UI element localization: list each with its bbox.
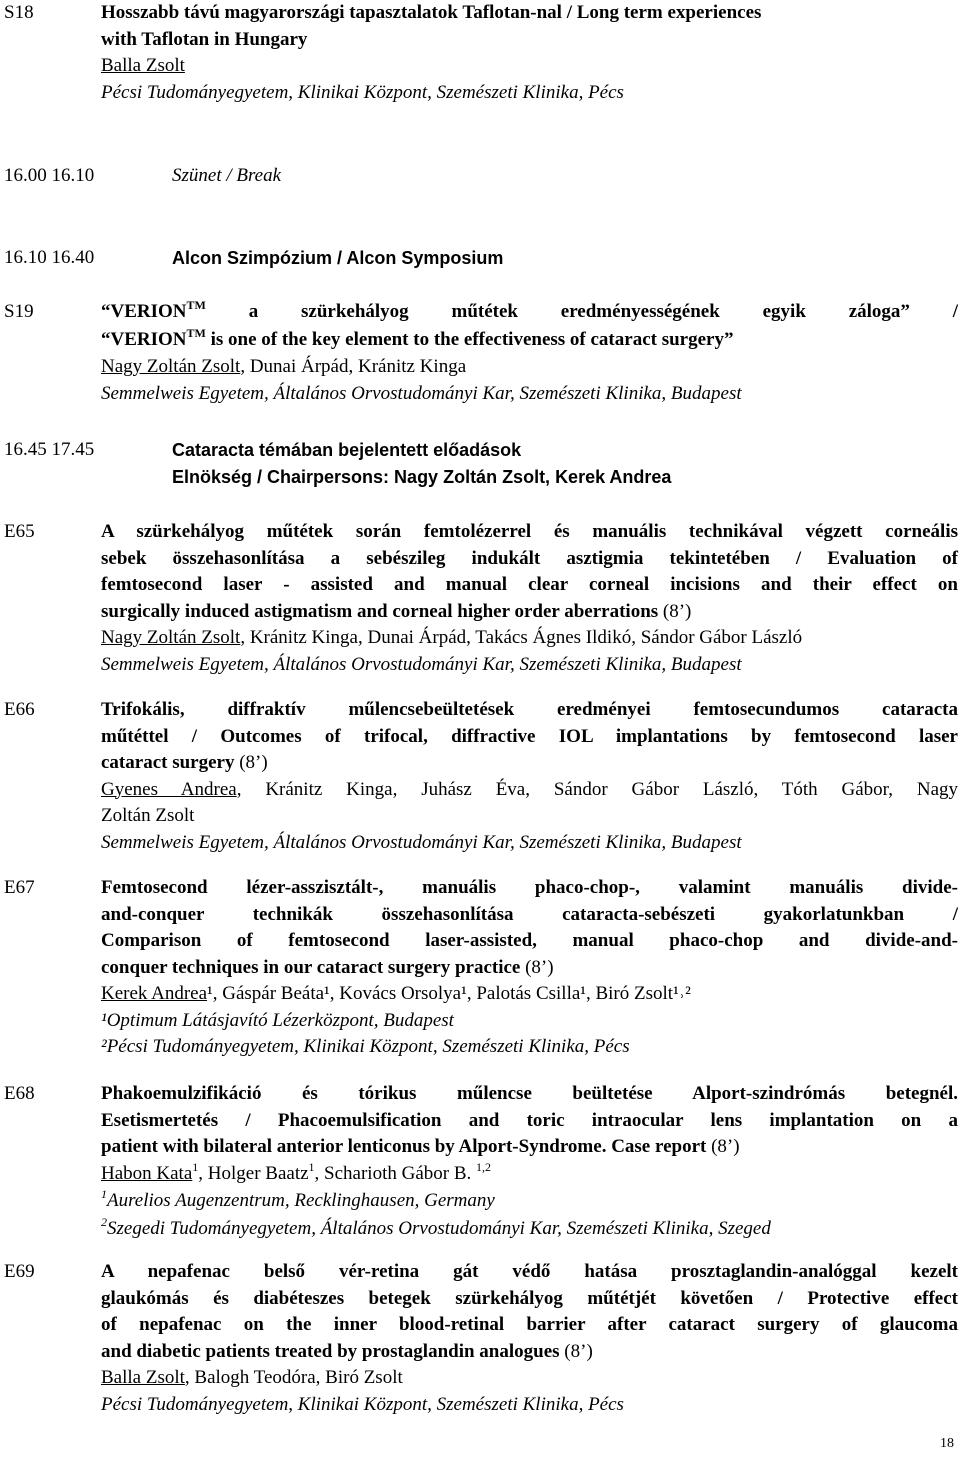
entry-code: E69	[4, 1261, 35, 1282]
presenting-author: Balla Zsolt	[101, 1367, 185, 1388]
duration: (8’)	[711, 1136, 740, 1157]
entry-title: patient with bilateral anterior lenticonus by Alport-Syndrome. Case report (8’)	[101, 1136, 740, 1157]
entry-title: and-conquer technikák összehasonlítása cataracta-sebészeti gyakorlatunkban /	[101, 903, 958, 925]
entry-title: A nepafenac belső vér-retina gát védő hatása prosztaglandin-analóggal kezelt	[101, 1261, 958, 1282]
entry-title: “VERION™ a szürkehályog műtétek eredményességének egyik záloga” /	[101, 298, 959, 322]
time-slot: 16.45 17.45	[4, 439, 95, 460]
entry-title: cataract surgery (8’)	[101, 752, 268, 773]
entry-body	[101, 875, 958, 1061]
entry-title: and diabetic patients treated by prostaglandin analogues (8’)	[101, 1340, 593, 1362]
presenting-author: Kerek Andrea	[101, 983, 208, 1004]
entry-body	[101, 519, 958, 678]
presenting-author: Gyenes Andrea	[101, 778, 237, 800]
entry-code: E66	[4, 699, 35, 720]
entry-title: femtosecond laser - assisted and manual clear corneal incisions and their effect on	[101, 574, 958, 595]
duration: (8’)	[662, 600, 692, 622]
time-slot: 16.10 16.40	[4, 247, 95, 268]
symposium-label: Alcon Szimpózium / Alcon Symposium	[172, 248, 504, 268]
author-list: Zoltán Zsolt	[101, 805, 195, 826]
entry-title: with Taflotan in Hungary	[101, 28, 308, 50]
duration: (8’)	[239, 752, 268, 773]
presenting-author: Nagy Zoltán Zsolt	[101, 627, 241, 648]
page-number: 18	[940, 1436, 954, 1451]
session-chairs: Elnökség / Chairpersons: Nagy Zoltán Zsolt, Kerek Andrea	[172, 467, 672, 487]
presenting-author: Habon Kata	[101, 1162, 193, 1184]
author-list: Balla Zsolt, Balogh Teodóra, Biró Zsolt	[101, 1367, 403, 1388]
entry-code: E67	[4, 877, 35, 898]
affiliation: ¹Optimum Látásjavító Lézerközpont, Budapest	[101, 1009, 454, 1031]
entry-title: conquer techniques in our cataract surgery practice (8’)	[101, 956, 554, 978]
entry-code: S18	[4, 2, 34, 23]
entry-title: sebek összehasonlítása a sebészileg indukált asztigmia tekintetében / Evaluation of	[101, 547, 958, 569]
entry-body	[101, 697, 958, 856]
entry-title: Femtosecond lézer-asszisztált-, manuális phaco-chop-, valamint manuális divide-	[101, 877, 958, 898]
entry-body	[101, 0, 958, 106]
entry-title: Trifokális, diffraktív műlencsebeültetések eredményei femtosecundumos cataracta	[101, 699, 958, 720]
presenting-author: Balla Zsolt	[101, 55, 185, 76]
entry-title: Esetismertetés / Phacoemulsification and toric intraocular lens implantation on a	[101, 1109, 958, 1131]
entry-title: of nepafenac on the inner blood-retinal barrier after cataract surgery of glaucoma	[101, 1314, 958, 1335]
affiliation: Semmelweis Egyetem, Általános Orvostudományi Kar, Szemészeti Klinika, Budapest	[101, 653, 742, 675]
entry-code: E65	[4, 521, 35, 542]
time-slot: 16.00 16.10	[4, 165, 95, 186]
entry-title: glaukómás és diabéteszes betegek szürkehályog műtétjét követően / Protective effect	[101, 1287, 958, 1309]
author-list: Kerek Andrea¹, Gáspár Beáta¹, Kovács Orsolya¹, Palotás Csilla¹, Biró Zsolt¹˒²	[101, 983, 691, 1004]
entry-title: A szürkehályog műtétek során femtolézerrel és manuális technikával végzett corneális	[101, 521, 958, 542]
author-list: Nagy Zoltán Zsolt, Dunai Árpád, Kránitz Kinga	[101, 356, 467, 377]
duration: (8’)	[525, 956, 554, 978]
affiliation: Semmelweis Egyetem, Általános Orvostudományi Kar, Szemészeti Klinika, Budapest	[101, 382, 742, 404]
author-list: Nagy Zoltán Zsolt, Kránitz Kinga, Dunai Árpád, Takács Ágnes Ildikó, Sándor Gábor László	[101, 627, 803, 648]
affiliation: ²Pécsi Tudományegyetem, Klinikai Központ, Szemészeti Klinika, Pécs	[101, 1036, 630, 1057]
entry-title: műtéttel / Outcomes of trifocal, diffractive IOL implantations by femtosecond laser	[101, 725, 958, 747]
entry-title: “VERION™ is one of the key element to the effectiveness of cataract surgery”	[101, 325, 734, 350]
author-list: Gyenes Andrea, Kránitz Kinga, Juhász Éva, Sándor Gábor László, Tóth Gábor, Nagy	[101, 778, 959, 800]
entry-title: Hosszabb távú magyarországi tapasztalatok Taflotan-nal / Long term experiences	[101, 2, 762, 23]
entry-code: S19	[4, 301, 34, 322]
entry-body	[101, 299, 958, 407]
presenting-author: Nagy Zoltán Zsolt	[101, 356, 241, 377]
duration: (8’)	[564, 1340, 593, 1362]
affiliation: Semmelweis Egyetem, Általános Orvostudományi Kar, Szemészeti Klinika, Budapest	[101, 831, 742, 853]
entry-body	[101, 1081, 958, 1243]
affiliation: $^1$Aurelios Augenzentrum, Recklinghausen, Germany	[101, 1187, 495, 1211]
entry-code: E68	[4, 1083, 35, 1104]
session-title: Cataracta témában bejelentett előadások	[172, 440, 522, 460]
entry-title: Comparison of femtosecond laser-assisted, manual phaco-chop and divide-and-	[101, 930, 958, 951]
affiliation: Pécsi Tudományegyetem, Klinikai Központ, Szemészeti Klinika, Pécs	[101, 1393, 624, 1415]
affiliation: $^2$Szegedi Tudományegyetem, Általános Orvostudományi Kar, Szemészeti Klinika, Szeged	[101, 1214, 771, 1239]
author-list: Habon Kata$^1$, Holger Baatz$^1$, Scharioth Gábor B. $^{1,2}$	[101, 1159, 492, 1184]
affiliation: Pécsi Tudományegyetem, Klinikai Központ, Szemészeti Klinika, Pécs	[101, 81, 624, 103]
entry-title: surgically induced astigmatism and corneal higher order aberrations (8’)	[101, 600, 692, 622]
entry-body	[101, 1259, 958, 1418]
entry-title: Phakoemulzifikáció és tórikus műlencse beültetése Alport-szindrómás betegnél.	[101, 1083, 958, 1104]
break-label: Szünet / Break	[172, 165, 282, 186]
